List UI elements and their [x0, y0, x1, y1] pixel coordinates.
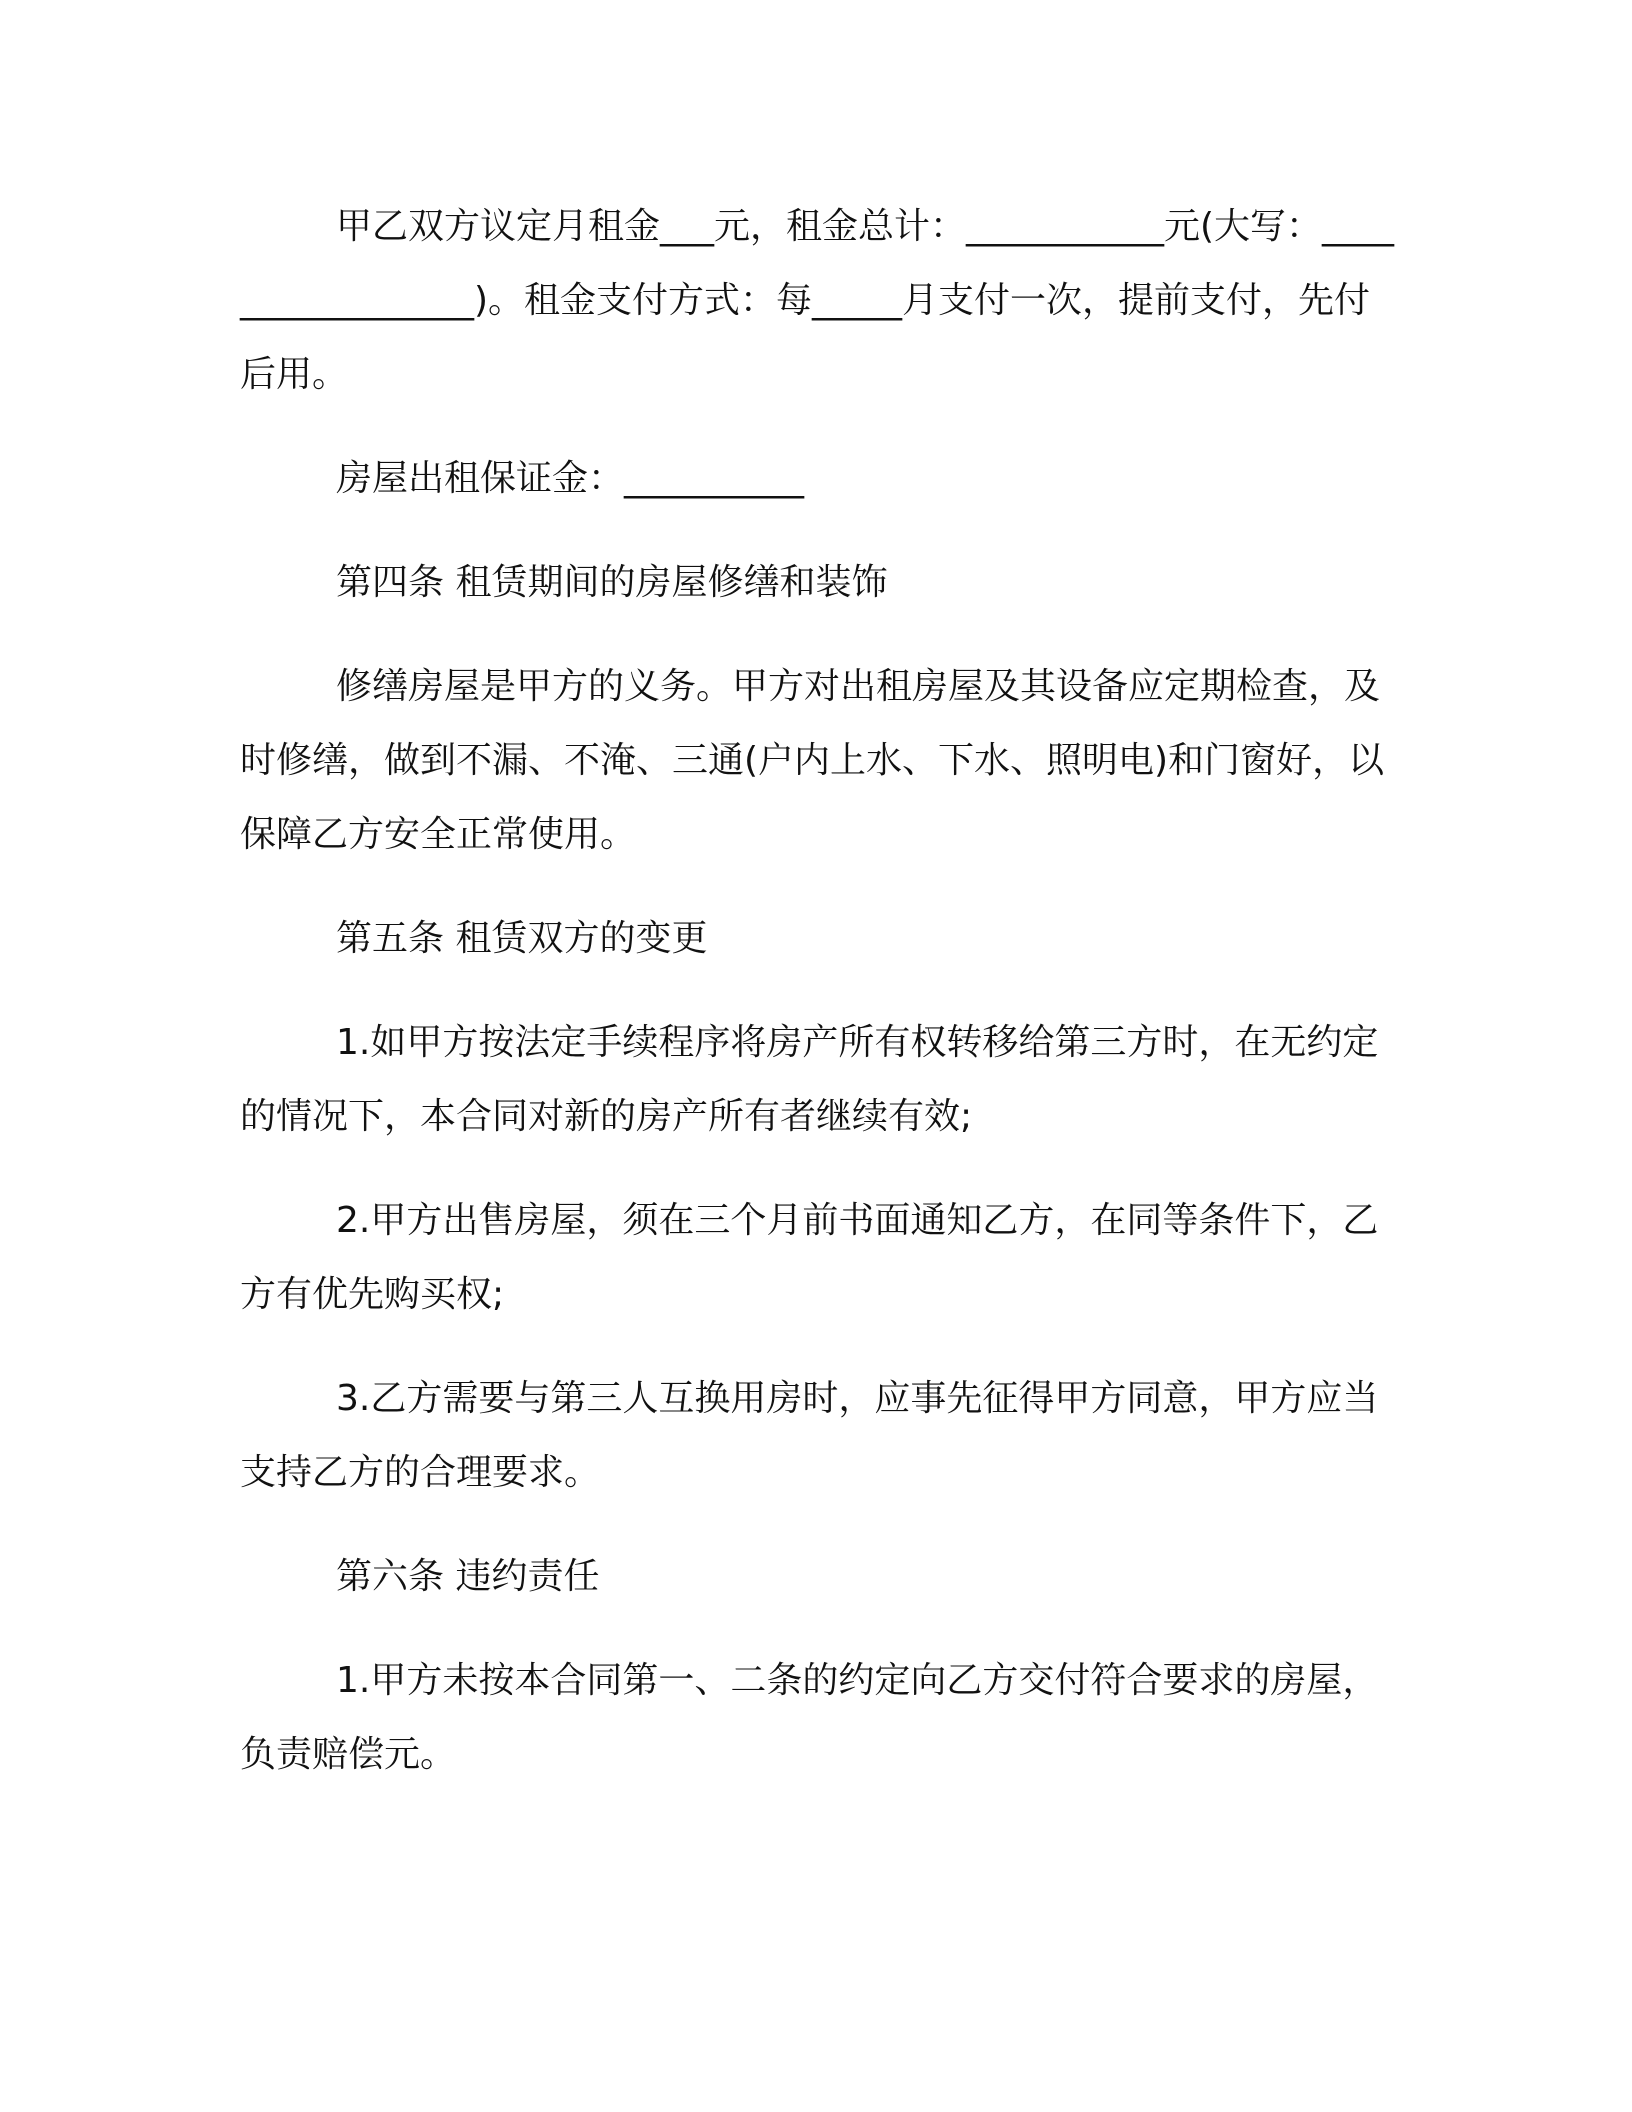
- article-6-heading: 第六条 违约责任: [336, 1556, 600, 1597]
- repair-obligation-paragraph: 修缮房屋是甲方的义务。甲方对出租房屋及其设备应定期检查，及时修缮，做到不漏、不淹、三通(户内上水、下水、照明电)和门窗好，以保障乙方安全正常使用。: [240, 666, 1385, 855]
- document-body: [240, 190, 1400, 1822]
- article-4-heading: 第四条 租赁期间的房屋修缮和装饰: [336, 562, 888, 603]
- deposit-paragraph: 房屋出租保证金：__________: [336, 458, 805, 499]
- change-clause-3: 3.乙方需要与第三人互换用房时，应事先征得甲方同意，甲方应当支持乙方的合理要求。: [240, 1378, 1379, 1493]
- liability-clause-1: 1.甲方未按本合同第一、二条的约定向乙方交付符合要求的房屋，负责赔偿元。: [240, 1660, 1379, 1775]
- change-clause-1: 1.如甲方按法定手续程序将房产所有权转移给第三方时，在无约定的情况下，本合同对新的房产所有者继续有效;: [240, 1022, 1379, 1137]
- change-clause-2: 2.甲方出售房屋，须在三个月前书面通知乙方，在同等条件下，乙方有优先购买权;: [240, 1200, 1379, 1315]
- rent-payment-paragraph: 甲乙双方议定月租金___元，租金总计：___________元(大写：_________________)。租金支付方式：每_____月支付一次，提前支付，先付后用。: [240, 206, 1395, 395]
- article-5-heading: 第五条 租赁双方的变更: [336, 918, 708, 959]
